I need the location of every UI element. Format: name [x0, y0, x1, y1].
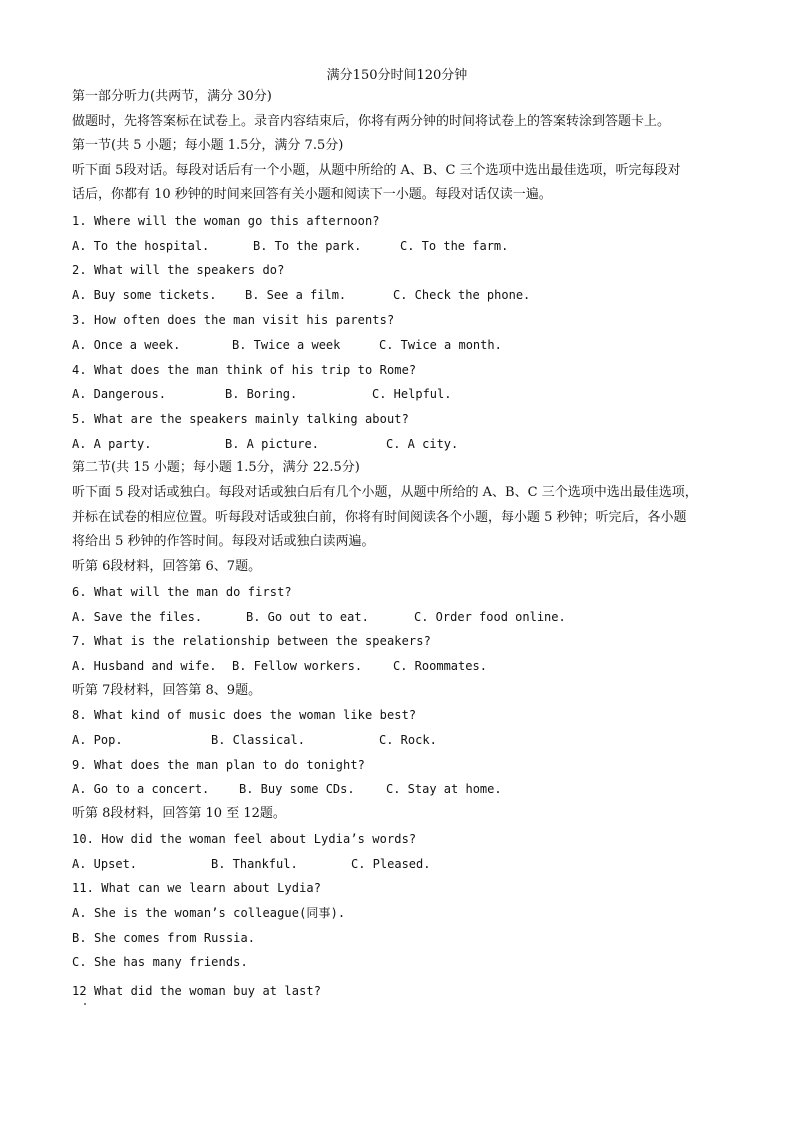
option-a: A. Save the files. — [72, 610, 203, 624]
option-c: C. To the farm. — [400, 239, 509, 253]
answer-options — [72, 608, 772, 626]
option-a: A. Go to a concert. — [72, 782, 210, 796]
question-stem: 6. What will the man do first? — [72, 585, 292, 599]
question-stem: 5. What are the speakers mainly talking about? — [72, 412, 409, 426]
option-a: A. Upset. — [72, 857, 138, 871]
option-c: C. Twice a month. — [379, 338, 502, 352]
option-b: B. Buy some CDs. — [239, 782, 355, 796]
material-7-heading: 听第 7段材料，回答第 8、9题。 — [72, 683, 262, 698]
option-a: A. A party. — [72, 437, 152, 451]
option-a: A. She is the woman’s colleague(同事). — [72, 906, 346, 920]
option-c: C. She has many friends. — [72, 955, 248, 969]
part1-instruction: 做题时，先将答案标在试卷上。录音内容结束后，你将有两分钟的时间将试卷上的答案转涂到答题卡上。 — [72, 114, 671, 129]
section1-instruction: 听下面 5段对话。每段对话后有一个小题，从题中所给的 A、B、C 三个选项中选出最佳选项，听完每段对 — [72, 163, 681, 178]
answer-options — [72, 286, 772, 304]
option-a: A. To the hospital. — [72, 239, 210, 253]
material-6-heading: 听第 6段材料，回答第 6、7题。 — [72, 559, 262, 574]
question-stem: 2. What will the speakers do? — [72, 263, 285, 277]
answer-options — [72, 855, 772, 873]
section2-instruction: 将给出 5 秒钟的作答时间。每段对话或独白读两遍。 — [72, 534, 375, 549]
option-b: B. Classical. — [211, 733, 305, 747]
ink-speck — [84, 1003, 86, 1005]
section2-heading: 第二节(共 15 小题；每小题 1.5分，满分 22.5分) — [72, 460, 360, 475]
question-stem: 9. What does the man plan to do tonight? — [72, 758, 365, 772]
option-c: C. Check the phone. — [393, 288, 531, 302]
question-stem: 10. How did the woman feel about Lydia’s words? — [72, 832, 417, 846]
answer-options — [72, 657, 772, 675]
question-stem: 7. What is the relationship between the speakers? — [72, 634, 431, 648]
option-a: A. Buy some tickets. — [72, 288, 217, 302]
question-stem: 3. How often does the man visit his parents? — [72, 313, 395, 327]
answer-options — [72, 336, 772, 354]
answer-options — [72, 780, 772, 798]
option-a: A. Once a week. — [72, 338, 181, 352]
option-b: B. A picture. — [225, 437, 319, 451]
option-b: B. To the park. — [253, 239, 362, 253]
section2-instruction: 并标在试卷的相应位置。听每段对话或独白前，你将有时间阅读各个小题，每小题 5 秒钟；听完后，各小题 — [72, 510, 687, 525]
section1-instruction: 话后，你都有 10 秒钟的时间来回答有关小题和阅读下一小题。每段对话仅读一遍。 — [72, 187, 552, 202]
option-c: C. Rock. — [379, 733, 437, 747]
question-stem: 4. What does the man think of his trip to Rome? — [72, 363, 417, 377]
option-b: B. She comes from Russia. — [72, 931, 256, 945]
part1-heading: 第一部分听力(共两节，满分 30分) — [72, 89, 272, 104]
answer-options — [72, 385, 772, 403]
answer-options — [72, 237, 772, 255]
option-a: A. Husband and wife. — [72, 659, 217, 673]
page-title: 满分150分时间120分钟 — [326, 68, 468, 83]
answer-options — [72, 435, 772, 453]
question-stem: 12 What did the woman buy at last? — [72, 984, 322, 998]
question-stem: 11. What can we learn about Lydia? — [72, 881, 322, 895]
option-b: B. Thankful. — [211, 857, 298, 871]
material-8-heading: 听第 8段材料，回答第 10 至 12题。 — [72, 806, 286, 821]
option-b: B. See a film. — [245, 288, 347, 302]
question-stem: 1. Where will the woman go this afternoon? — [72, 214, 380, 228]
option-a: A. Dangerous. — [72, 387, 166, 401]
option-a: A. Pop. — [72, 733, 123, 747]
option-c: C. Order food online. — [414, 610, 566, 624]
option-c: C. Roommates. — [393, 659, 487, 673]
option-c: C. Helpful. — [372, 387, 452, 401]
option-b: B. Go out to eat. — [246, 610, 369, 624]
option-c: C. Pleased. — [351, 857, 431, 871]
option-b: B. Boring. — [225, 387, 298, 401]
option-c: C. Stay at home. — [386, 782, 502, 796]
option-b: B. Twice a week — [232, 338, 341, 352]
section1-heading: 第一节(共 5 小题；每小题 1.5分，满分 7.5分) — [72, 138, 344, 153]
option-b: B. Fellow workers. — [232, 659, 363, 673]
option-c: C. A city. — [386, 437, 459, 451]
section2-instruction: 听下面 5 段对话或独白。每段对话或独白后有几个小题，从题中所给的 A、B、C 三个选项中选出最佳选项， — [72, 485, 698, 500]
question-stem: 8. What kind of music does the woman like best? — [72, 708, 417, 722]
answer-options — [72, 731, 772, 749]
